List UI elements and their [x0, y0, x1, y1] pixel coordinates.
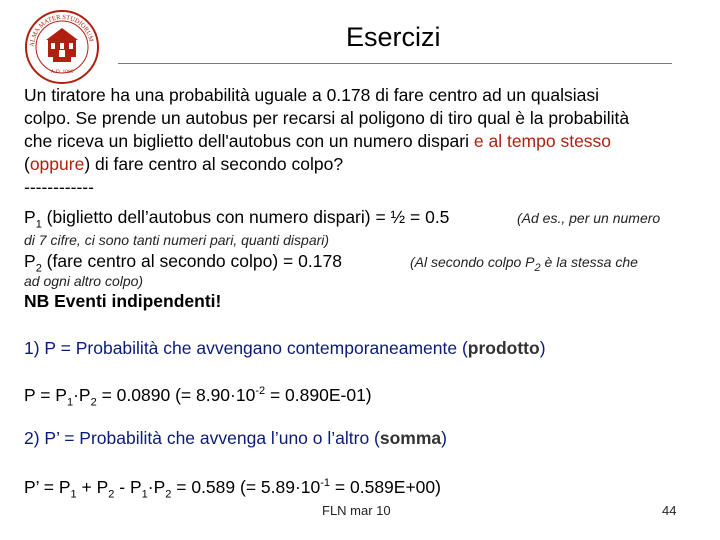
problem-line-1: Un tiratore ha una probabilità uguale a 0.178 di fare centro ad un qualsiasi — [24, 85, 599, 105]
p2-note-continued: ad ogni altro colpo) — [24, 273, 144, 289]
or-highlight: oppure — [29, 154, 85, 174]
p2-note: (Al secondo colpo $P_2$ è la stessa che — [410, 254, 638, 274]
university-seal-logo — [24, 9, 100, 85]
sum-highlight: somma — [379, 428, 442, 448]
page-number: 44 — [662, 503, 677, 518]
formula-sum: P’ = $P_1 + P_2 - P_1\cdot P_2 = 0.589$ (= $5.89\cdot 10^{-1} = 0.589E+00$) — [24, 476, 441, 501]
independent-events-note: NB Eventi indipendenti! — [24, 291, 222, 311]
and-simultaneously-highlight: e al tempo stesso — [473, 131, 612, 151]
case-2-sum: 2) P’ = Probabilità che avvenga l’uno o l’altro (somma) — [24, 428, 447, 448]
problem-statement — [24, 84, 629, 199]
p1-definition: $P_1$ (biglietto dell’autobus con numero dispari) = ½ = 0.5 — [24, 207, 450, 231]
problem-line-2: colpo. Se prende un autobus per recarsi al poligono di tiro qual è la probabilità — [24, 108, 630, 128]
separator-line: ------------ — [24, 177, 94, 197]
case-1-product: 1) P = Probabilità che avvengano contemporaneamente (prodotto) — [24, 338, 546, 358]
p1-note: (Ad es., per un numero — [517, 210, 661, 226]
seal-year: A.D. 1088 — [50, 69, 74, 75]
slide-title: Esercizi — [346, 22, 441, 52]
seal-ring-text: ALMA MATER STUDIORUM — [28, 13, 95, 48]
problem-line-4: (oppure) di fare centro al secondo colpo? — [24, 154, 344, 174]
p2-definition: $P_2$ (fare centro al secondo colpo) = 0.178 — [24, 251, 342, 275]
formula-product: $P = P_1\cdot P_2 = 0.0890$ (= $8.90\cdot 10^{-2} = 0.890E-01$) — [24, 384, 372, 409]
title-divider — [118, 63, 672, 64]
product-highlight: prodotto — [467, 338, 540, 358]
problem-line-3: che riceva un biglietto dell'autobus con un numero dispari e al tempo stesso — [24, 131, 612, 151]
footer-label: FLN mar 10 — [322, 503, 391, 518]
p1-note-continued: di 7 cifre, ci sono tanti numeri pari, quanti dispari) — [24, 232, 330, 248]
